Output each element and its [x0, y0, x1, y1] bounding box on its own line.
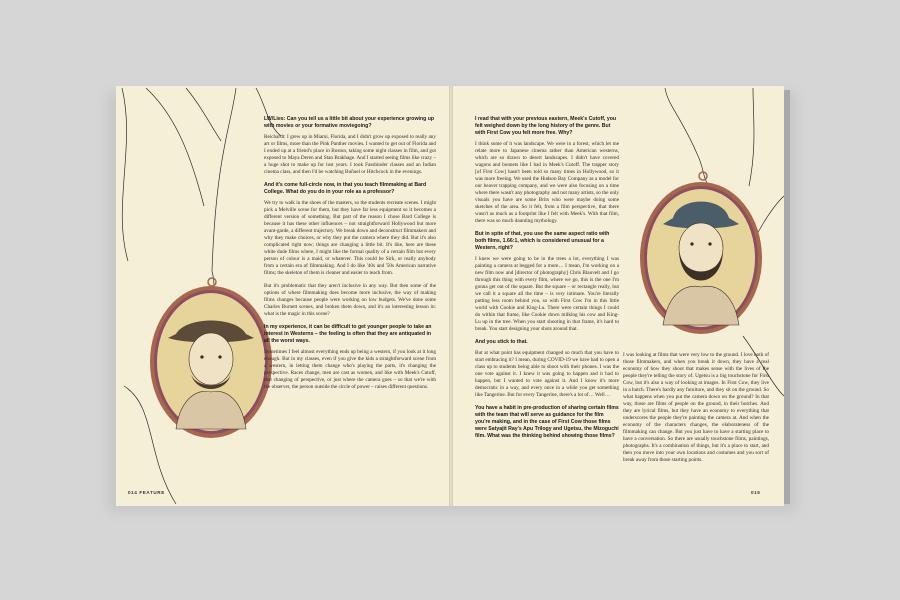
left-text-column — [264, 116, 436, 397]
answer-films: I was looking at films that were very low to the ground. I love both of those filmmakers, and when you break it down, they have a real economy of how they shoot that makes sense with the lives of the people they're telling the story of. Ugetsu is a big touchstone for First Cow, but it's also a way of looking at images. In First Cow, they live in a hutch. There's hardly any furniture, and they sit on the ground. So what happens when you put the camera down on the ground? In that way, those are films of people on the ground, in their hutches. And they are lyrical films, but they have an economy to everything that underscores the people they're painting the camera at. And when the economy of the characters changes, the elaborateness of the filmmaking can change. But you just have to have a starting place to have a conversation. So there are usually touchstone films, paintings, photographs. It's a combination of things, but it's a place to start, and then you move into your own locations and costumes and you sort of break away from those starting points. — [623, 352, 769, 463]
question-block: But in spite of that, you use the same aspect ratio with both films, 1.66:1, which is considered unusual for a Western, right? — [475, 231, 610, 251]
answer-block: But at what point has equipment changed so much that you have to start embracing it? I mean, during COVID-19 we have had to open a class up to students being able to shoot with their phones. I was the one vote against it. I knew it was going to happen and it had to happen, but I wanted to vote against it. And I know it's more democratic in a way, and every once in a while you get something like Tangerine. But for every Tangerine, there's a lot of… Well… — [475, 350, 619, 398]
page-edges — [784, 90, 790, 504]
question-2: And it's come full-circle now, in that you teach filmmaking at Bard College. What do you do in your role as a professor? — [264, 182, 427, 195]
answer-4: Sometimes I feel almost everything ends up being a western, if you look at it long enough. But in my classes, even if you give the kids a straightforward scene from a western, in letting them change who's playing the parts, it's changing the perspective. Races change, men are cast as women, and like with Meek's Cutoff, that changing of perspective, or just where the camera goes – so that we're with the observer, the person outside the circle of power – raises different questions. — [264, 349, 436, 390]
question-3: In my experience, it can be difficult to get younger people to take an interest in Westerns – the feeling is often that they are antiquated in all the worst ways. — [264, 324, 432, 344]
magazine-spread — [116, 86, 784, 506]
question-block: You have a habit in pre-production of sharing certain films with the team that will serve as guidance for the film you're making, and in the case of First Cow those films were Satyajit Ray's Apu Trilogy and Ugetsu, the Mizoguchi film. What was the thinking behind showing those films? — [475, 405, 619, 439]
answer-block: I knew we were going to be in the trees a lot, everything I was painting a camera at begged for a more… I mean, I'm working on a new film now and [director of photography] Chris Blauvelt and I go through this thing with every film, where we go, this is the one I'm gonna get out of the square. But the square – or rectangle really, but we call it a square all the time – is very intimate. You're literally putting less room behind you, so with First Cow I'm in this little world with Cookie and King-Lu. There were certain things I could do within that frame, like Cookie down milking his cow and King-Lu up in the tree. When you start shooting in that frame, it's hard to break. You start designing your shots around that. — [475, 256, 619, 332]
question-block: And you stick to that. — [475, 339, 528, 345]
answer-3: But it's problematic that they aren't inclusive in any way. But then some of the options of where filmmaking does become more inclusive, the way of making films changes because people were working on low budgets. We've done some Charles Burnett scenes, and broken them down, and it's an interesting lesson in: what is the magic in this scene? — [264, 283, 436, 317]
question-block: I read that with your previous eastern, Meek's Cutoff, you felt weighed down by the long history of the genre. But with First Cow you felt more free. Why? — [475, 116, 617, 136]
portrait-medallion-left — [146, 264, 276, 444]
answer-2: We try to walk in the shoes of the masters, so the students recreate scenes. I might pick a Melville scene for them, but they have far less equipment so it becomes a different version of something. But part of the reason I chose Bard College is because it has these other influences – not straightforward Hollywood but more avant-garde, a different trajectory. We break down and deconstruct filmmakers and why they make choices, or why they put the camera where they did. But it's also complicated right now; things are changing a little bit. It's like, here are these white dude films where, I might like the formal quality of a certain film but every person of colour is a maid, or whatever. This could be Sirk, or really anybody from a certain era of filmmaking. And I do like '40s and '50s American narrative films; the skeleton of them is cleaner and easier to teach from. — [264, 200, 436, 276]
question-1: LW/Lies: Can you tell us a little bit about your experience growing up with movies or your formative moviegoing? — [264, 116, 435, 129]
right-text-column-2 — [623, 352, 769, 470]
answer-1: Reichardt: I grew up in Miami, Florida, and I didn't grow up exposed to really any art or films, more than the Pink Panther movies. I wanted to get out of Florida and I ended up at a friend's place in Boston, taking some night classes in film, and got exposed to Maya Deren and Stan Brakhage. And I started seeing films like crazy – a huge shot to make up for lost years. I took Fassbinder classes and an Indian cinema class, and then I'd be watching Buñuel or Hitchcock in the evenings. — [264, 134, 436, 175]
answer-block: I think some of it was landscape. We were in a forest, which let me relate more to Japanese cinema rather than American westerns, which are so drawn to desert landscapes. I didn't have covered wagons and bonnets like I had in Meek's Cutoff. The trapper story [of First Cow] hasn't been told so many times in Hollywood, so it was more freeing. We used the Hudson Bay Company as a model for our beaver trapping company, and we were also focusing on a time where there wasn't any photography and not many artists, so the only visuals you have are some Brits who were maybe doing some sketches of the area. So it felt, from a film perspective, that there wasn't as much as a footprint like I felt with Meek's. With that film, there was so much daunting mythology. — [475, 141, 619, 224]
portrait-medallion-right — [635, 160, 765, 340]
right-page — [453, 86, 784, 506]
left-page — [116, 86, 449, 506]
folio-right: 015 — [751, 490, 761, 495]
folio-left: 014 FEATURE — [128, 490, 165, 495]
right-text-column-1 — [475, 116, 619, 444]
right-col1-blocks — [475, 116, 619, 440]
